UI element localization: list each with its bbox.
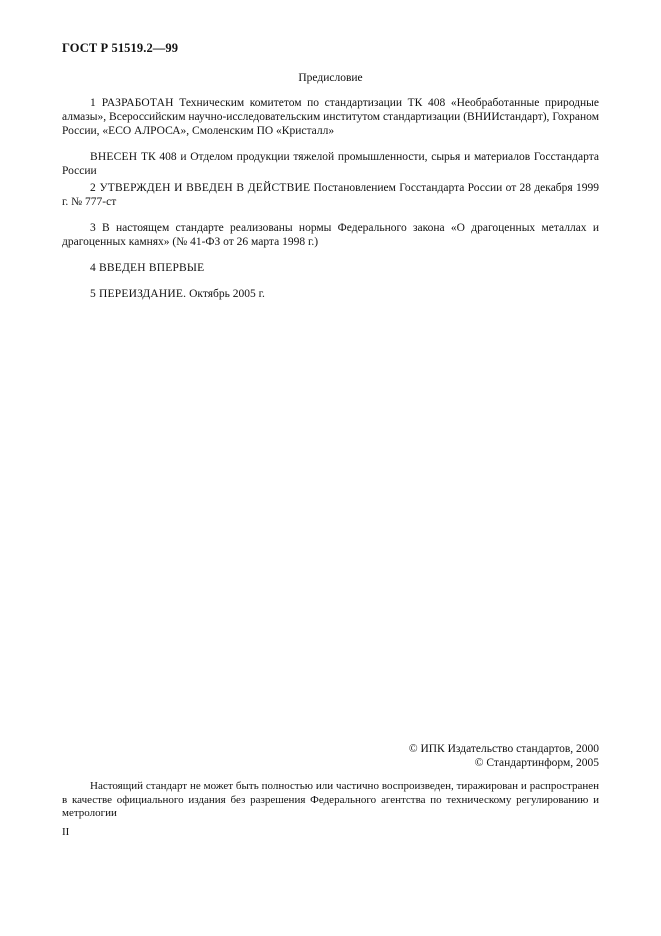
copyright-block [299,743,599,771]
reproduction-notice: Настоящий стандарт не может быть полностью или частично воспроизведен, тиражирован и распространен в качестве официального издания без разрешения Федерального агентства по техническому регулированию и метрологии [62,780,599,819]
foreword-item-approved [62,182,599,210]
foreword-item-lead: 4 ВВЕДЕН ВПЕРВЫЕ [90,262,205,274]
copyright-line-standartinform: © Стандартинформ, 2005 [474,756,599,769]
foreword-item-developed [62,97,599,138]
foreword-item-text: Постановлением Госстандарта России от 28 декабря 1999 г. № 777-ст [62,182,599,208]
foreword-item-introduced [62,151,599,179]
foreword-item-lead: ВНЕСЕН [90,151,138,163]
foreword-item-lead: 3 [90,222,96,234]
page-number: II [62,826,70,838]
foreword-title: Предисловие [298,72,363,84]
foreword-item-text: ТК 408 и Отделом продукции тяжелой промышленности, сырья и материалов Госстандарта России [62,151,599,177]
standard-code: ГОСТ Р 51519.2—99 [62,41,179,55]
copyright-line-publisher: © ИПК Издательство стандартов, 2000 [408,743,599,755]
foreword-item-text: Техническим комитетом по стандартизации ТК 408 «Необработанные природные алмазы», Всероссийским научно-исследовательским институтом стандартизации (ВНИИстандарт), Гохраном России, «ЕСО АЛРОСА», Смоленским ПО «Кристалл» [62,97,599,137]
foreword-item-lead: 1 РАЗРАБОТАН [90,97,174,109]
foreword-item-text: В настоящем стандарте реализованы нормы Федерального закона «О драгоценных металлах и драгоценных камнях» (№ 41-ФЗ от 26 марта 1998 г.) [62,222,599,248]
foreword-item-reissue [62,288,599,302]
foreword-item-federal-law [62,222,599,250]
foreword-item-text: Октябрь 2005 г. [186,288,265,300]
foreword-item-lead: 2 УТВЕРЖДЕН И ВВЕДЕН В ДЕЙСТВИЕ [90,182,311,194]
foreword-item-first-introduced [62,262,599,276]
foreword-item-lead: 5 ПЕРЕИЗДАНИЕ. [90,288,187,300]
